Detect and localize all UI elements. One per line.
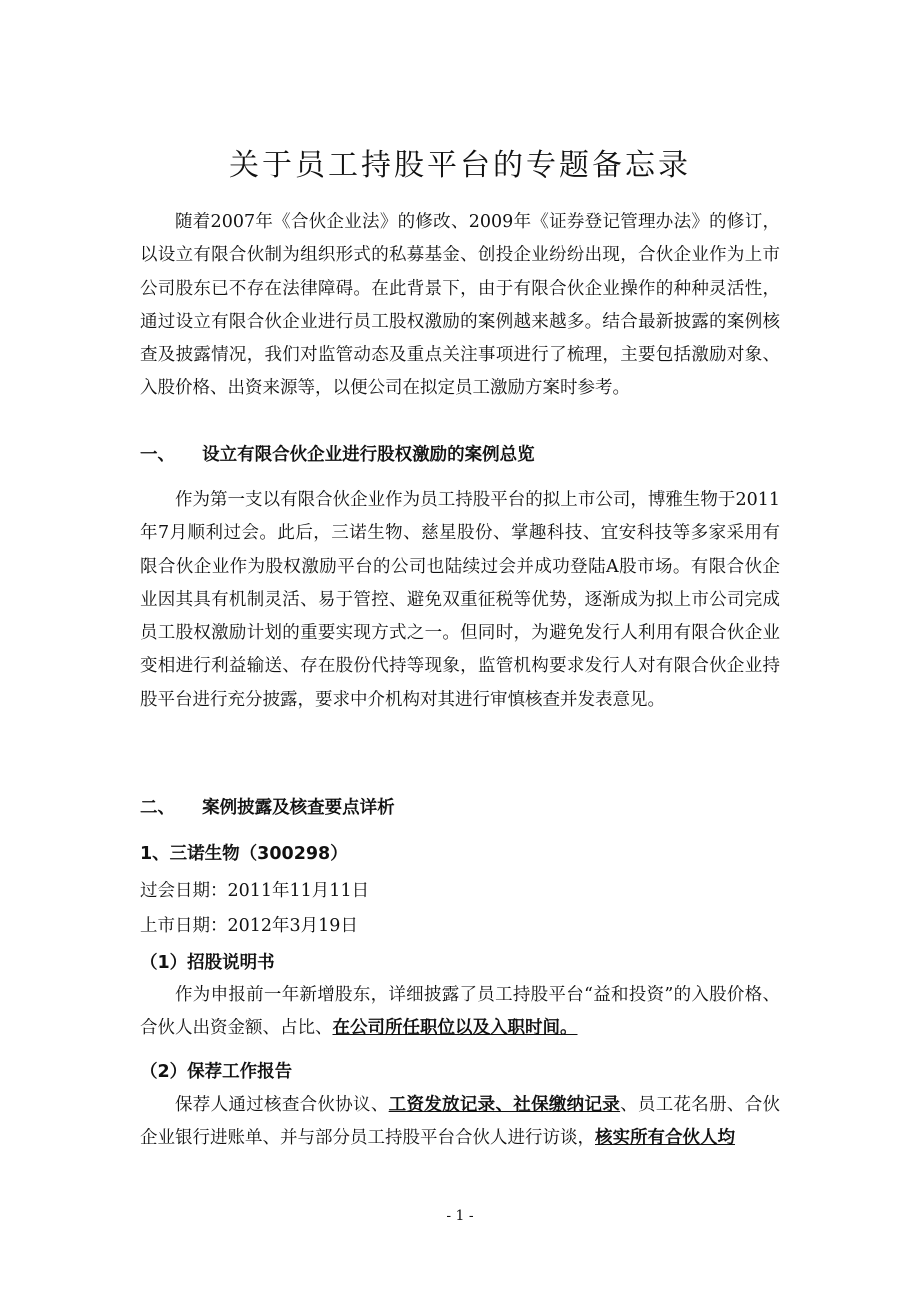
prospectus-underlined: 在公司所任职位以及入职时间。 bbox=[332, 1018, 578, 1039]
prospectus-subheading: （1）招股说明书 bbox=[140, 953, 275, 973]
case1-listing-date: 上市日期：2012年3月19日 bbox=[140, 916, 358, 936]
document-title: 关于员工持股平台的专题备忘录 bbox=[229, 148, 691, 183]
sponsor-text-block bbox=[140, 1089, 780, 1156]
section2-title: 案例披露及核查要点详析 bbox=[202, 798, 395, 818]
section1-heading bbox=[140, 441, 780, 466]
prospectus-text-block bbox=[140, 979, 780, 1046]
page-number: - 1 - bbox=[446, 1208, 474, 1224]
prospectus-paragraph bbox=[140, 979, 780, 1046]
sponsor-underlined-a: 工资发放记录、社保缴纳记录 bbox=[388, 1095, 621, 1115]
sponsor-subheading: （2）保荐工作报告 bbox=[140, 1062, 293, 1082]
prospectus-text: 作为申报前一年新增股东，详细披露了员工持股平台“益和投资”的入股价格、合伙人出资金额、占比、 bbox=[140, 985, 780, 1039]
case1-title: 1、三诺生物（300298） bbox=[140, 844, 348, 864]
sponsor-paragraph bbox=[140, 1089, 780, 1156]
section2-number: 二、 bbox=[140, 798, 175, 818]
section1-paragraph bbox=[140, 484, 780, 717]
sponsor-text-b: 、员工花名册、合伙企业银行进账单、并与部分员工持股平台合伙人进行访谈， bbox=[140, 1095, 781, 1149]
section1-number: 一、 bbox=[140, 445, 175, 465]
section1-text: 作为第一支以有限合伙企业作为员工持股平台的拟上市公司，博雅生物于2011年7月顺利过会。此后，三诺生物、慈星股份、掌趣科技、宜安科技等多家采用有限合伙企业作为股权激励平台的公司也陆续过会并成功登陆A股市场。有限合伙企业因其具有机制灵活、易于管控、避免双重征税等优势，逐渐成为拟上市公司完成员工股权激励计划的重要实现方式之一。但同时，为避免发行人利用有限合伙企业变相进行利益输送、存在股份代持等现象，监管机构要求发行人对有限合伙企业持股平台进行充分披露，要求中介机构对其进行审慎核查并发表意见。 bbox=[140, 490, 780, 710]
sponsor-underlined-b: 核实所有合伙人均 bbox=[595, 1128, 735, 1149]
section2-heading bbox=[140, 794, 780, 819]
section1-title: 设立有限合伙企业进行股权激励的案例总览 bbox=[202, 445, 535, 465]
sponsor-text-a: 保荐人通过核查合伙协议、 bbox=[175, 1095, 389, 1115]
case1-meeting-date: 过会日期：2011年11月11日 bbox=[140, 881, 370, 901]
intro-paragraph bbox=[140, 206, 780, 406]
intro-text: 随着2007年《合伙企业法》的修改、2009年《证券登记管理办法》的修订，以设立有限合伙制为组织形式的私募基金、创投企业纷纷出现，合伙企业作为上市公司股东已不存在法律障碍。在此背景下，由于有限合伙企业操作的种种灵活性，通过设立有限合伙企业进行员工股权激励的案例越来越多。结合最新披露的案例核查及披露情况，我们对监管动态及重点关注事项进行了梳理，主要包括激励对象、入股价格、出资来源等，以便公司在拟定员工激励方案时参考。 bbox=[140, 212, 780, 399]
